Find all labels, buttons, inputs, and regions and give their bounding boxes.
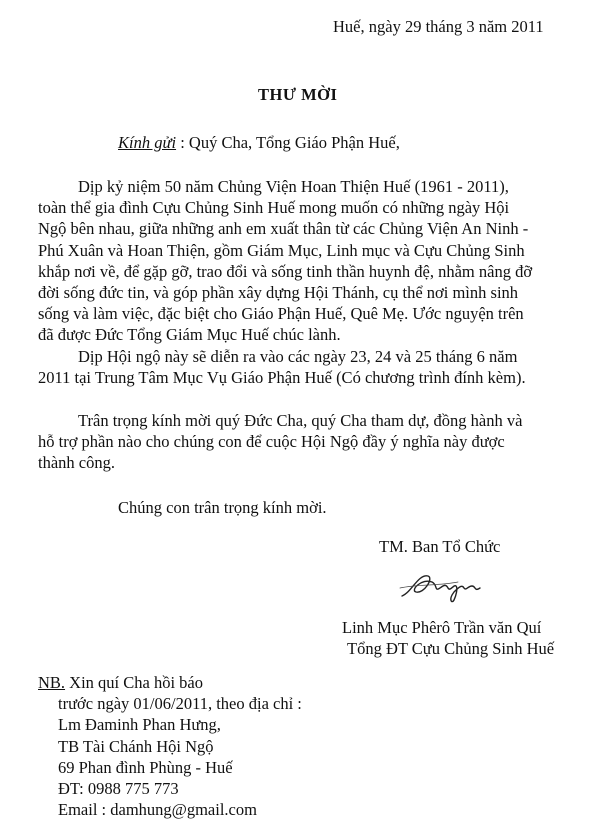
note-line: 69 Phan đình Phùng - Huế <box>58 757 233 777</box>
paragraph-anniversary <box>38 176 558 346</box>
signer-role: Tổng ĐT Cựu Chủng Sinh Huế <box>347 639 555 658</box>
paragraph-line: đời sống đức tin, và góp phần xây dựng Hội Thánh, cụ thể nơi mình sinh <box>38 283 519 303</box>
note-first-line <box>38 672 302 693</box>
paragraph-line: Trân trọng kính mời quý Đức Cha, quý Cha tham dự, đồng hành và <box>78 411 523 430</box>
note-line: trước ngày 01/06/2011, theo địa chỉ : <box>58 694 302 714</box>
note-line: ĐT: 0988 775 773 <box>58 779 179 799</box>
salutation-label: Kính gửi <box>118 133 177 152</box>
paragraph-line: toàn thể gia đình Cựu Chủng Sinh Huế mong muốn có những ngày Hội <box>38 198 510 218</box>
letter-title: THƯ MỜI <box>258 85 338 104</box>
paragraph-line: khắp nơi về, để gặp gỡ, trao đổi và sống tinh thần huynh đệ, nhằm nâng đỡ <box>38 261 533 281</box>
paragraph-invitation <box>38 410 558 474</box>
note-line: Email : damhung@gmail.com <box>58 800 257 820</box>
note-request: Xin quí Cha hồi báo <box>65 673 203 692</box>
paragraph-dates <box>38 346 558 388</box>
paragraph-line: Ngộ bên nhau, giữa những anh em xuất thân từ các Chủng Viện An Ninh - <box>38 219 529 239</box>
salutation-text: : Quý Cha, Tổng Giáo Phận Huế, <box>176 133 400 152</box>
salutation <box>118 132 400 153</box>
paragraph-line: thành công. <box>38 453 115 473</box>
organizer: TM. Ban Tổ Chức <box>379 537 501 556</box>
reply-note <box>38 672 302 820</box>
signature-image <box>398 566 488 606</box>
note-line: TB Tài Chánh Hội Ngộ <box>58 736 214 756</box>
paragraph-line: sống và làm việc, đặc biệt cho Giáo Phận Huế, Quê Mẹ. Ước nguyện trên <box>38 304 524 324</box>
signer-name: Linh Mục Phêrô Trần văn Quí <box>342 618 542 637</box>
paragraph-line: đã được Đức Tổng Giám Mục Huế chúc lành. <box>38 325 341 345</box>
paragraph-line: hỗ trợ phần nào cho chúng con để cuộc Hội Ngộ đầy ý nghĩa này được <box>38 432 505 452</box>
paragraph-line: Dịp kỷ niệm 50 năm Chủng Viện Hoan Thiện Huế (1961 - 2011), <box>78 177 509 196</box>
paragraph-line: Phú Xuân và Hoan Thiện, gồm Giám Mục, Linh mục và Cựu Chủng Sinh <box>38 240 525 260</box>
paragraph-line: 2011 tại Trung Tâm Mục Vụ Giáo Phận Huế (Có chương trình đính kèm). <box>38 368 526 388</box>
paragraph-line: Dịp Hội ngộ này sẽ diễn ra vào các ngày 23, 24 và 25 tháng 6 năm <box>78 347 518 366</box>
note-label: NB. <box>38 673 66 692</box>
note-line: Lm Đaminh Phan Hưng, <box>58 715 221 735</box>
closing-line: Chúng con trân trọng kính mời. <box>118 498 327 517</box>
letter-date: Huế, ngày 29 tháng 3 năm 2011 <box>333 17 544 36</box>
